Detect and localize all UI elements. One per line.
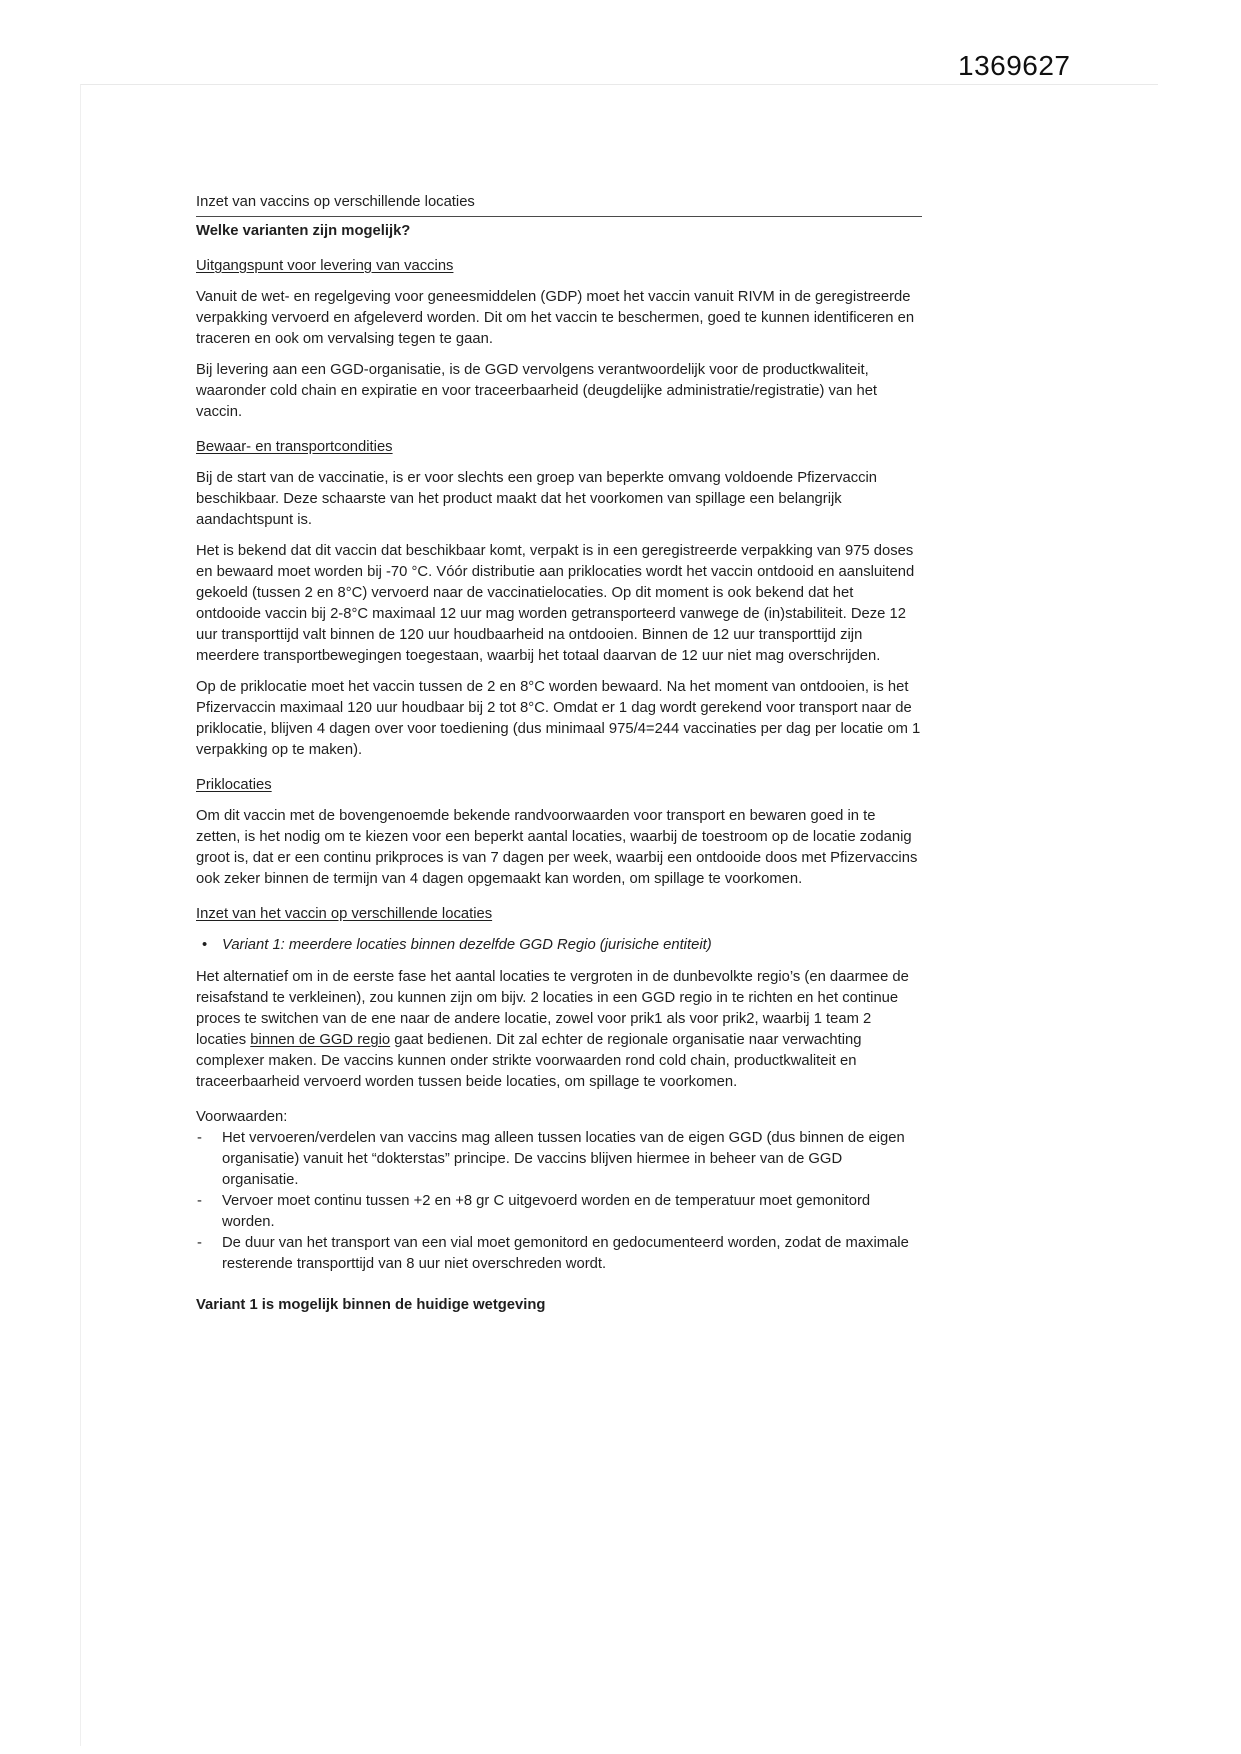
- document-content: [196, 192, 922, 1316]
- dash-marker: -: [197, 1193, 202, 1209]
- dash-marker: -: [197, 1130, 202, 1146]
- paragraph-gdp: Vanuit de wet- en regelgeving voor geneesmiddelen (GDP) moet het vaccin vanuit RIVM in de geregistreerde verpakking vervoerd en afgeleverd worden. Dit om het vaccin te beschermen, goed te kunnen identificeren en traceren en ook om vervalsing tegen te gaan.: [196, 289, 915, 347]
- list-item-text: Vervoer moet continu tussen +2 en +8 gr C uitgevoerd worden en de temperatuur moet gemonitord worden.: [222, 1193, 871, 1230]
- section-heading-inzet: Inzet van het vaccin op verschillende locaties: [196, 906, 493, 922]
- list-item-text: Het vervoeren/verdelen van vaccins mag alleen tussen locaties van de eigen GGD (dus binnen de eigen organisatie) vanuit het “dokterstas” principe. De vaccins blijven hiermee in beheer van de GGD organisatie.: [222, 1130, 905, 1188]
- underlined-text: binnen de GGD regio: [250, 1032, 391, 1048]
- bullet-icon: •: [202, 937, 208, 953]
- list-item: [196, 1128, 922, 1191]
- paragraph-randvoorwaarden: Om dit vaccin met de bovengenoemde bekende randvoorwaarden voor transport en bewaren goed in te zetten, is het nodig om te kiezen voor een beperkt aantal locaties, waarbij de toestroom op de locatie zodanig groot is, dat er een continu prikproces is van 7 dagen per week, waarbij een ontdooide doos met Pfizervaccins ook zeker binnen de termijn van 4 dagen opgemaakt kan worden, om spillage te voorkomen.: [196, 808, 918, 887]
- variant1-label: Variant 1: meerdere locaties binnen dezelfde GGD Regio (jurisiche entiteit): [222, 937, 712, 953]
- paragraph-priklocatie-bewaring: Op de priklocatie moet het vaccin tussen de 2 en 8°C worden bewaard. Na het moment van ontdooien, is het Pfizervaccin maximaal 120 uur houdbaar bij 2 tot 8°C. Omdat er 1 dag wordt gerekend voor transport naar de priklocatie, blijven 4 dagen over voor toediening (dus minimaal 975/4=244 vaccinaties per dag per locatie om 1 verpakking op te maken).: [196, 679, 921, 758]
- voorwaarden-label: Voorwaarden:: [196, 1109, 288, 1125]
- list-item: [196, 1191, 922, 1233]
- section-heading-priklocaties: Priklocaties: [196, 777, 272, 793]
- paragraph-schaarste: Bij de start van de vaccinatie, is er voor slechts een groep van beperkte omvang voldoende Pfizervaccin beschikbaar. Deze schaarste van het product maakt dat het voorkomen van spillage een belangrijk aandachtspunt is.: [196, 470, 878, 528]
- section-heading-levering: Uitgangspunt voor levering van vaccins: [196, 258, 454, 274]
- list-item: [196, 1233, 922, 1275]
- document-number: 1369627: [958, 50, 1071, 81]
- text-run: gaat bedienen. Dit zal echter de regionale organisatie naar verwachting complexer maken. De vaccins kunnen onder strikte voorwaarden rond cold chain, productkwaliteit en traceerbaarheid vervoerd worden tussen beide locaties, om spillage te voorkomen.: [196, 1032, 862, 1090]
- list-item-text: De duur van het transport van een vial moet gemonitord en gedocumenteerd worden, zodat de maximale resterende transporttijd van 8 uur niet overschreden wordt.: [222, 1235, 909, 1272]
- paragraph-variant1: [196, 967, 922, 1093]
- closing-statement: Variant 1 is mogelijk binnen de huidige wetgeving: [196, 1297, 546, 1313]
- paragraph-verpakking: Het is bekend dat dit vaccin dat beschikbaar komt, verpakt is in een geregistreerde verpakking van 975 doses en bewaard moet worden bij -70 °C. Vóór distributie aan priklocaties wordt het vaccin ontdooid en aansluitend gekoeld (tussen 2 en 8°C) vervoerd naar de vaccinatielocaties. Op dit moment is ook bekend dat het ontdooide vaccin bij 2-8°C maximaal 12 uur mag worden getransporteerd vanwege de (in)stabiliteit. Deze 12 uur transporttijd valt binnen de 120 uur houdbaarheid na ontdooien. Binnen de 12 uur transporttijd zijn meerdere transportbewegingen toegestaan, waarbij het totaal daarvan de 12 uur niet mag overschrijden.: [196, 543, 915, 664]
- dash-marker: -: [197, 1235, 202, 1251]
- text-run: Het alternatief om in de eerste fase het aantal locaties te vergroten in de dunbevolkte regio’s (en daarmee de reisafstand te verkleinen), zou kunnen zijn om bijv. 2 locaties in een GGD regio in te richten en het continue proces te switchen van de ene naar de andere locatie, zowel voor prik1 als voor prik2, waarbij 1 team 2 locaties: [196, 969, 909, 1048]
- variant1-bullet-item: [196, 935, 922, 956]
- document-subtitle: Welke varianten zijn mogelijk?: [196, 223, 411, 239]
- document-title: Inzet van vaccins op verschillende locaties: [196, 192, 922, 217]
- voorwaarden-list: [196, 1128, 922, 1275]
- section-heading-bewaar: Bewaar- en transportcondities: [196, 439, 393, 455]
- paragraph-ggd-levering: Bij levering aan een GGD-organisatie, is de GGD vervolgens verantwoordelijk voor de productkwaliteit, waaronder cold chain en expiratie en voor traceerbaarheid (deugdelijke administratie/registratie) van het vaccin.: [196, 362, 878, 420]
